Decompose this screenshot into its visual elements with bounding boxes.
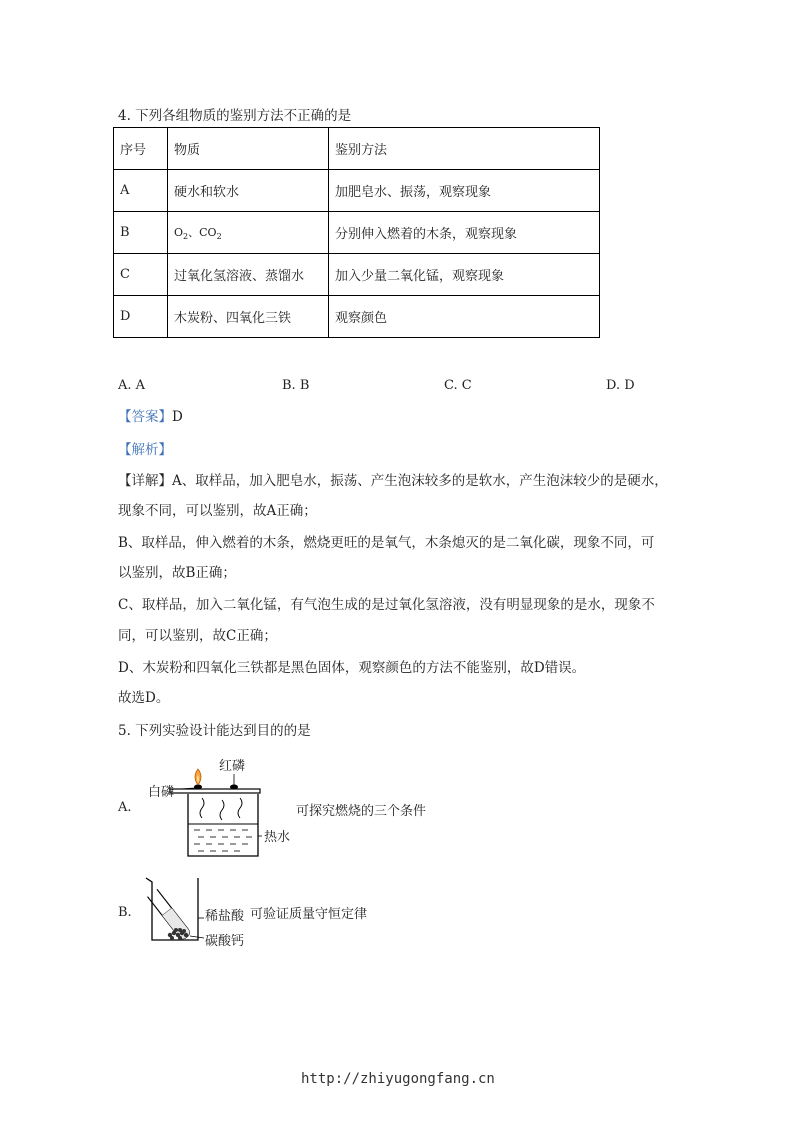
detail-line: 以鉴别，故B正确；	[118, 565, 236, 581]
mass-conservation-diagram	[140, 872, 210, 947]
formula-o2: O	[174, 225, 184, 239]
table-row	[114, 170, 600, 212]
row-method: 分别伸入燃着的木条，观察现象	[329, 212, 600, 254]
q5-option-a-letter: A.	[118, 800, 132, 815]
label-red-phosphorus: 红磷	[219, 759, 246, 774]
table-row	[114, 212, 600, 254]
answer-tag: 【答案】	[118, 409, 172, 425]
row-substance: 过氧化氢溶液、蒸馏水	[168, 254, 329, 296]
q5-title: 5. 下列实验设计能达到目的的是	[118, 723, 311, 739]
answer-line	[118, 407, 183, 427]
row-id: D	[114, 296, 168, 338]
q5-option-b-text: 可验证质量守恒定律	[250, 907, 368, 922]
header-cell-substance: 物质	[168, 128, 329, 170]
row-method: 观察颜色	[329, 296, 600, 338]
q4-title: 4. 下列各组物质的鉴别方法不正确的是	[118, 108, 352, 124]
detail-line: C、取样品，加入二氧化锰，有气泡生成的是过氧化氢溶液，没有明显现象的是水，现象不	[118, 597, 655, 613]
formula-sub: 2	[216, 232, 222, 242]
option-d: D. D	[606, 378, 635, 393]
detail-line: 现象不同，可以鉴别，故A正确；	[118, 503, 317, 519]
table-header-row	[114, 128, 600, 170]
row-substance	[168, 212, 329, 254]
option-c: C. C	[444, 378, 472, 393]
label-calcium-carbonate: 碳酸钙	[205, 934, 245, 949]
analysis-tag: 【解析】	[118, 442, 172, 458]
row-id: A	[114, 170, 168, 212]
row-substance: 木炭粉、四氧化三铁	[168, 296, 329, 338]
footer-url: http://zhiyugongfang.cn	[301, 1071, 495, 1087]
detail-line: D、木炭粉和四氧化三铁都是黑色固体，观察颜色的方法不能鉴别，故D错误。	[118, 660, 586, 676]
header-cell-id: 序号	[114, 128, 168, 170]
detail-line: 同，可以鉴别，故C正确；	[118, 628, 277, 644]
label-white-phosphorus: 白磷	[148, 785, 175, 800]
table-row	[114, 296, 600, 338]
option-b: B. B	[282, 378, 310, 393]
table-row	[114, 254, 600, 296]
formula-sub: 2	[183, 232, 189, 242]
detail-line: B、取样品，伸入燃着的木条，燃烧更旺的是氧气，木条熄灭的是二氧化碳，现象不同，可	[118, 535, 655, 551]
answer-value: D	[172, 409, 183, 425]
q5-option-a-text: 可探究燃烧的三个条件	[296, 804, 427, 819]
row-method: 加肥皂水、振荡，观察现象	[329, 170, 600, 212]
q5-option-b-letter: B.	[118, 905, 132, 920]
row-id: C	[114, 254, 168, 296]
conclusion-line: 故选D。	[118, 690, 170, 706]
row-method: 加入少量二氧化锰，观察现象	[329, 254, 600, 296]
label-hot-water: 热水	[264, 830, 291, 845]
formula-co2: 、CO	[188, 225, 217, 239]
option-a: A. A	[118, 378, 146, 393]
header-cell-method: 鉴别方法	[329, 128, 600, 170]
q4-table	[113, 127, 600, 338]
row-substance: 硬水和软水	[168, 170, 329, 212]
detail-line: 【详解】A、取样品，加入肥皂水，振荡、产生泡沫较多的是软水，产生泡沫较少的是硬水，	[118, 473, 668, 489]
label-hydrochloric-acid: 稀盐酸	[205, 909, 245, 924]
row-id: B	[114, 212, 168, 254]
